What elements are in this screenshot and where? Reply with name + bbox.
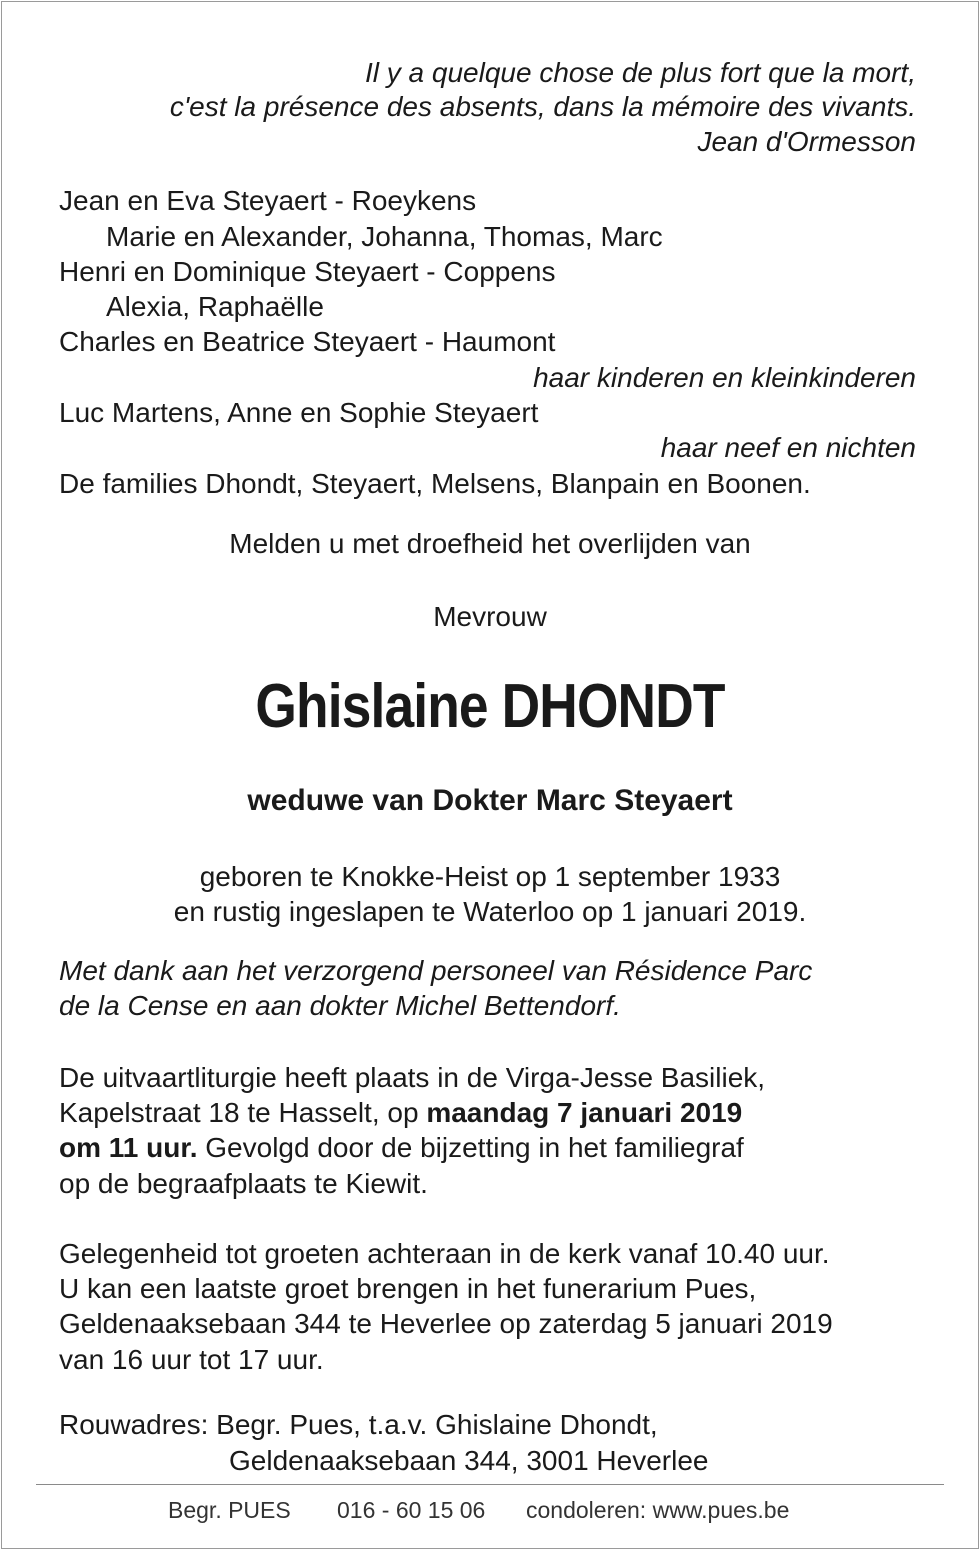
quote-author: Jean d'Ormesson bbox=[697, 126, 916, 157]
visit-line-4: van 16 uur tot 17 uur. bbox=[59, 1344, 324, 1375]
family-line-7: Luc Martens, Anne en Sophie Steyaert bbox=[59, 397, 539, 428]
family-line-5: Charles en Beatrice Steyaert - Haumont bbox=[59, 326, 556, 357]
footer-phone: 016 - 60 15 06 bbox=[337, 1497, 486, 1523]
quote-line-2: c'est la présence des absents, dans la mémoire des vivants. bbox=[169, 91, 916, 122]
footer-divider bbox=[36, 1484, 944, 1485]
family-line-8: haar neef en nichten bbox=[660, 432, 916, 463]
address-line-2: Geldenaaksebaan 344, 3001 Heverlee bbox=[229, 1445, 709, 1476]
thanks-line-1: Met dank aan het verzorgend personeel van Résidence Parc bbox=[59, 955, 813, 986]
visit-line-3: Geldenaaksebaan 344 te Heverlee op zaterdag 5 januari 2019 bbox=[59, 1308, 833, 1339]
born-line: geboren te Knokke-Heist op 1 september 1933 bbox=[199, 861, 781, 892]
funeral-burial: Gevolgd door de bijzetting in het familiegraf bbox=[197, 1132, 744, 1163]
family-line-1: Jean en Eva Steyaert - Roeykens bbox=[59, 185, 477, 216]
funeral-date: maandag 7 januari 2019 bbox=[426, 1097, 743, 1128]
died-line: en rustig ingeslapen te Waterloo op 1 januari 2019. bbox=[173, 896, 807, 927]
thanks-line-2: de la Cense en aan dokter Michel Bettendorf. bbox=[59, 990, 621, 1021]
family-line-4: Alexia, Raphaëlle bbox=[106, 291, 324, 322]
family-line-9: De families Dhondt, Steyaert, Melsens, Blanpain en Boonen. bbox=[59, 468, 811, 499]
funeral-line-4: op de begraafplaats te Kiewit. bbox=[59, 1168, 428, 1199]
visit-line-1: Gelegenheid tot groeten achteraan in de kerk vanaf 10.40 uur. bbox=[59, 1238, 830, 1269]
announcement: Melden u met droefheid het overlijden van bbox=[229, 528, 751, 559]
widow-of: weduwe van Dokter Marc Steyaert bbox=[247, 784, 733, 817]
deceased-name: Ghislaine DHONDT bbox=[255, 672, 725, 741]
funeral-line-1: De uitvaartliturgie heeft plaats in de Virga-Jesse Basiliek, bbox=[59, 1062, 766, 1093]
family-line-3: Henri en Dominique Steyaert - Coppens bbox=[59, 256, 556, 287]
footer-website: condoleren: www.pues.be bbox=[526, 1497, 790, 1523]
title: Mevrouw bbox=[433, 601, 547, 632]
funeral-place: Kapelstraat 18 te Hasselt, op bbox=[59, 1097, 427, 1128]
family-line-2: Marie en Alexander, Johanna, Thomas, Marc bbox=[106, 221, 663, 252]
family-line-6: haar kinderen en kleinkinderen bbox=[533, 362, 916, 393]
visit-line-2: U kan een laatste groet brengen in het funerarium Pues, bbox=[59, 1273, 757, 1304]
address-line-1: Rouwadres: Begr. Pues, t.a.v. Ghislaine Dhondt, bbox=[59, 1409, 658, 1440]
funeral-line-2 bbox=[59, 1096, 742, 1130]
footer-undertaker: Begr. PUES bbox=[168, 1497, 291, 1523]
quote-line-1: Il y a quelque chose de plus fort que la mort, bbox=[365, 57, 916, 88]
funeral-line-3 bbox=[59, 1131, 744, 1165]
funeral-time: om 11 uur. bbox=[59, 1132, 198, 1163]
